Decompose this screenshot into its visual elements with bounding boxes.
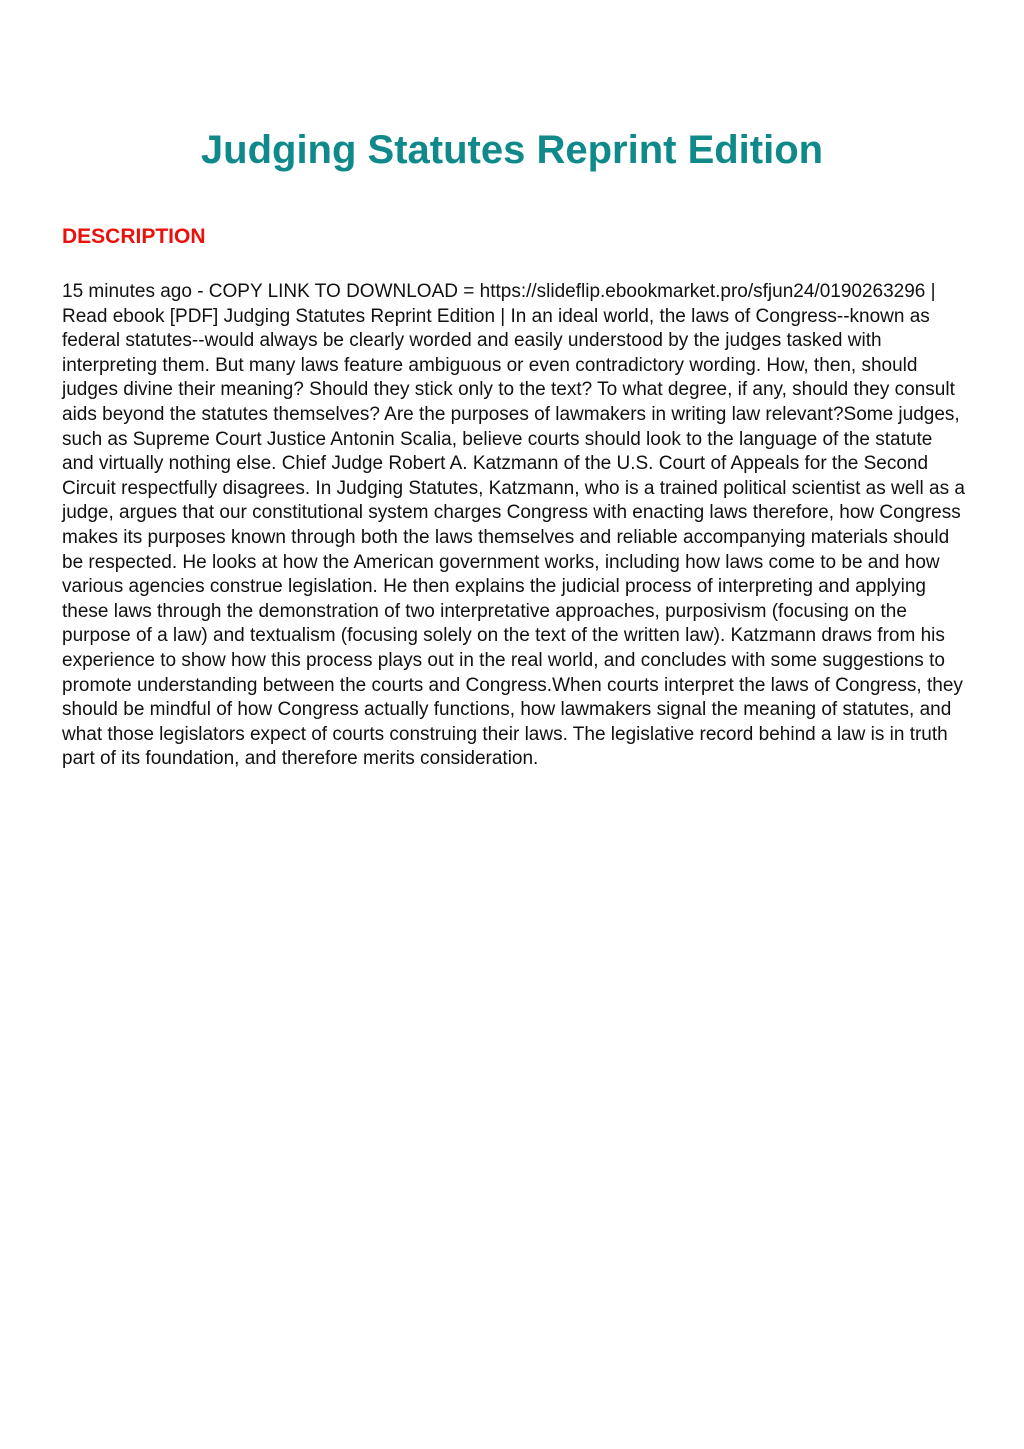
document-title: Judging Statutes Reprint Edition — [200, 128, 824, 172]
description-heading: DESCRIPTION — [62, 225, 206, 248]
description-text: 15 minutes ago - COPY LINK TO DOWNLOAD = https://slideflip.ebookmarket.pro/sfjun24/0190263296 | Read ebook [PDF] Judging Statutes Reprint Edition | In an ideal world, the laws of Congress--known as federal statutes--would always be clearly worded and easily understood by the judges tasked with interpreting them. But many laws feature ambiguous or even contradictory wording. How, then, should judges divine their meaning? Should they stick only to the text? To what degree, if any, should they consult aids beyond the statutes themselves? Are the purposes of lawmakers in writing law relevant?Some judges, such as Supreme Court Justice Antonin Scalia, believe courts should look to the language of the statute and virtually nothing else. Chief Judge Robert A. Katzmann of the U.S. Court of Appeals for the Second Circuit respectfully disagrees. In Judging Statutes, Katzmann, who is a trained political scientist as well as a judge, argues that our constitutional system charges Congress with enacting laws therefore, how Congress makes its purposes known through both the laws themselves and reliable accompanying materials should be respected. He looks at how the American government works, including how laws come to be and how various agencies construe legislation. He then explains the judicial process of interpreting and applying these laws through the demonstration of two interpretative approaches, purposivism (focusing on the purpose of a law) and textualism (focusing solely on the text of the written law). Katzmann draws from his experience to show how this process plays out in the real world, and concludes with some suggestions to promote understanding between the courts and Congress.When courts interpret the laws of Congress, they should be mindful of how Congress actually functions, how lawmakers signal the meaning of statutes, and what those legislators expect of courts construing their laws. The legislative record behind a law is in truth part of its foundation, and therefore merits consideration. — [62, 281, 965, 770]
